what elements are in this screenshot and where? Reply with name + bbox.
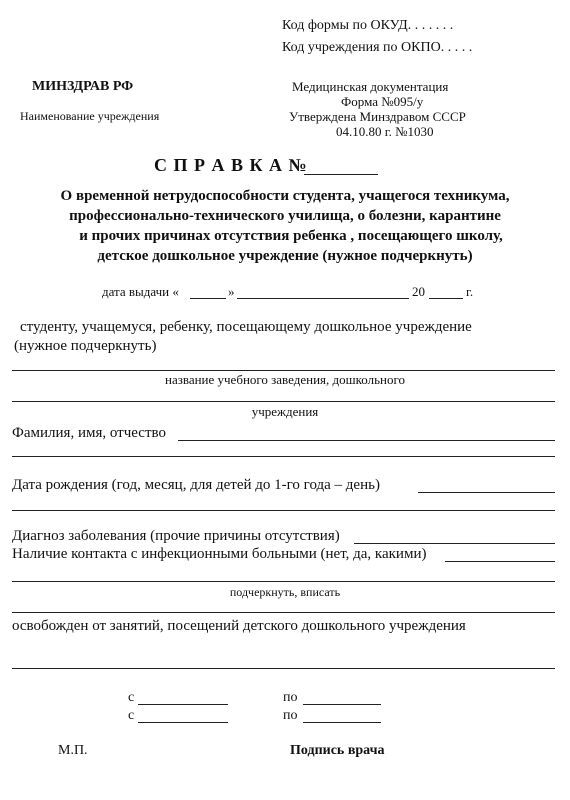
title-line-3: и прочих причинах отсутствия ребенка , посещающего школу, <box>79 228 503 244</box>
medical-documentation: Медицинская документация <box>292 79 449 94</box>
stamp-placeholder: М.П. <box>58 743 88 758</box>
birth-date-field[interactable] <box>418 492 555 493</box>
document-title: С П Р А В К А № <box>154 155 308 175</box>
full-name-label: Фамилия, имя, отчество <box>12 425 166 441</box>
contact-field[interactable] <box>445 561 555 562</box>
issue-month-field[interactable] <box>237 298 409 299</box>
diagnosis-field[interactable] <box>354 543 555 544</box>
period-to-label-2: по <box>283 708 298 723</box>
period-to-field-2[interactable] <box>303 722 381 723</box>
certificate-number-field[interactable] <box>304 174 378 175</box>
title-line-2: профессионально-технического училища, о болезни, карантине <box>69 208 501 224</box>
institution-name-field[interactable] <box>12 401 555 402</box>
school-name-field[interactable] <box>12 370 555 371</box>
form-number: Форма №095/у <box>341 94 424 109</box>
institution-label: Наименование учреждения <box>20 109 160 123</box>
issue-year-prefix: 20 <box>412 284 425 299</box>
doctor-signature-label: Подпись врача <box>290 743 385 758</box>
birth-date-field-continued[interactable] <box>12 510 555 511</box>
contact-label: Наличие контакта с инфекционными больными (нет, да, какими) <box>12 546 427 562</box>
full-name-field[interactable] <box>178 440 555 441</box>
issue-date-label: дата выдачи « <box>102 284 179 299</box>
released-label: освобожден от занятий, посещений детского дошкольного учреждения <box>12 618 466 634</box>
title-line-4: детское дошкольное учреждение (нужное подчеркнуть) <box>97 248 473 264</box>
issue-day-field[interactable] <box>190 298 226 299</box>
period-from-label-2: с <box>128 708 135 723</box>
period-to-field-1[interactable] <box>303 704 381 705</box>
title-line-1: О временной нетрудоспособности студента, учащегося техникума, <box>60 188 510 204</box>
okpo-code: Код учреждения по ОКПО. . . . . <box>282 40 473 55</box>
issue-year-suffix: г. <box>466 284 474 299</box>
school-name-caption: название учебного заведения, дошкольного <box>164 372 405 387</box>
approved-date: 04.10.80 г. №1030 <box>336 124 434 139</box>
ministry-name: МИНЗДРАВ РФ <box>32 79 134 94</box>
contact-field-extra[interactable] <box>12 612 555 613</box>
period-from-label-1: с <box>128 690 135 705</box>
period-from-field-1[interactable] <box>138 704 228 705</box>
released-field[interactable] <box>12 668 555 669</box>
recipient-line: студенту, учащемуся, ребенку, посещающему дошкольное учреждение <box>20 319 472 335</box>
underline-write-caption: подчеркнуть, вписать <box>229 585 341 599</box>
birth-date-label: Дата рождения (год, месяц, для детей до 1-го года – день) <box>12 477 380 493</box>
approved-by: Утверждена Минздравом СССР <box>289 109 466 124</box>
institution-caption: учреждения <box>251 404 319 419</box>
issue-date-close-quote: » <box>228 284 235 299</box>
period-from-field-2[interactable] <box>138 722 228 723</box>
issue-year-field[interactable] <box>429 298 463 299</box>
full-name-field-continued[interactable] <box>12 456 555 457</box>
diagnosis-label: Диагноз заболевания (прочие причины отсутствия) <box>12 528 340 544</box>
contact-field-continued[interactable] <box>12 581 555 582</box>
underline-note: (нужное подчеркнуть) <box>14 338 157 354</box>
okud-code: Код формы по ОКУД. . . . . . . <box>282 18 454 33</box>
period-to-label-1: по <box>283 690 298 705</box>
